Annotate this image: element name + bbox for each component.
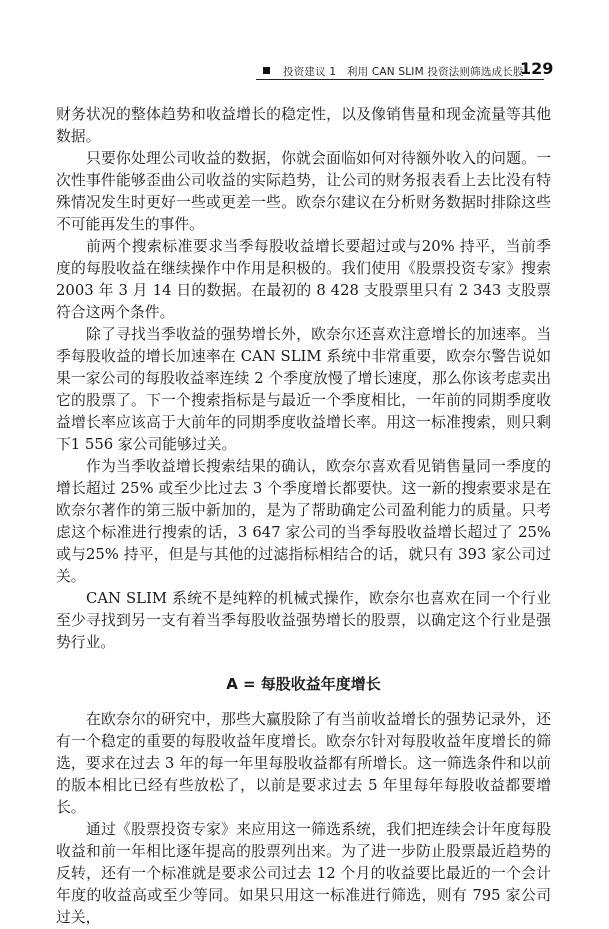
paragraph: 只要你处理公司收益的数据，你就会面临如何对待额外收入的问题。一次性事件能够歪曲公司收益的实际趋势，让公司的财务报表看上去比没有特殊情况发生时更好一些或更差一些。欧奈尔建议在分析财务数据时排除这些不可能再发生的事件。 — [56, 150, 551, 233]
header-square-marker — [263, 67, 270, 74]
paragraph: 通过《股票投资专家》来应用这一筛选系统，我们把连续会计年度每股收益和前一年相比逐年提高的股票列出来。为了进一步防止股票最近趋势的反转，还有一个标准就是要求公司过去 12 个月的收益要比最近的一个会计年度的收益高或至少等同。如果只用这一标准进行筛选，则有 795 家公司过关， — [56, 821, 551, 926]
section-heading: A = 每股收益年度增长 — [226, 675, 381, 693]
paragraph: 前两个搜索标准要求当季每股收益增长要超过或与20% 持平，当前季度的每股收益在继续操作中作用是积极的。我们使用《股票投资专家》搜索2003 年 3 月 14 日的数据。在最初的 8 428 支股票里只有 2 343 支股票符合这两个条件。 — [56, 238, 551, 321]
paragraph: 财务状况的整体趋势和收益增长的稳定性，以及像销售量和现金流量等其他数据。 — [56, 106, 551, 145]
paragraph: CAN SLIM 系统不是纯粹的机械式操作，欧奈尔也喜欢在同一个行业至少寻找到另一支有着当季每股收益强势增长的股票，以确定这个行业是强势行业。 — [56, 590, 551, 651]
paragraph: 除了寻找当季收益的强势增长外，欧奈尔还喜欢注意增长的加速率。当季每股收益的增长加速率在 CAN SLIM 系统中非常重要，欧奈尔警告说如果一家公司的每股收益率连续 2 个季度放慢了增长速度，那么你该考虑卖出它的股票了。下一个搜索指标是与最近一个季度相比，一年前的同期季度收益增长率应该高于大前年的同期季度收益增长率。用这一标准搜索，则只剩下1 556 家公司能够过关。 — [56, 326, 551, 453]
page-header — [0, 0, 609, 86]
body-text — [56, 104, 551, 929]
page-number: 129 — [520, 59, 554, 78]
header-rule — [256, 79, 544, 80]
running-title: 投资建议 1 利用 CAN SLIM 投资法则筛选成长股 — [283, 66, 524, 78]
paragraph: 作为当季收益增长搜索结果的确认，欧奈尔喜欢看见销售量同一季度的增长超过 25% 或至少比过去 3 个季度增长都要快。这一新的搜索要求是在欧奈尔著作的第三版中新加的，是为了帮助确定公司盈利能力的质量。只考虑这个标准进行搜索的话，3 647 家公司的当季每股收益增长超过了 25% 或与25% 持平，但是与其他的过滤指标相结合的话，就只有 393 家公司过关。 — [56, 458, 551, 585]
paragraph: 在欧奈尔的研究中，那些大赢股除了有当前收益增长的强势记录外，还有一个稳定的重要的每股收益年度增长。欧奈尔针对每股收益年度增长的筛选，要求在过去 3 年的每一年里每股收益都有所增长。这一筛选条件和以前的版本相比已经有些放松了，以前是要求过去 5 年里每年每股收益都要增长。 — [56, 711, 551, 816]
